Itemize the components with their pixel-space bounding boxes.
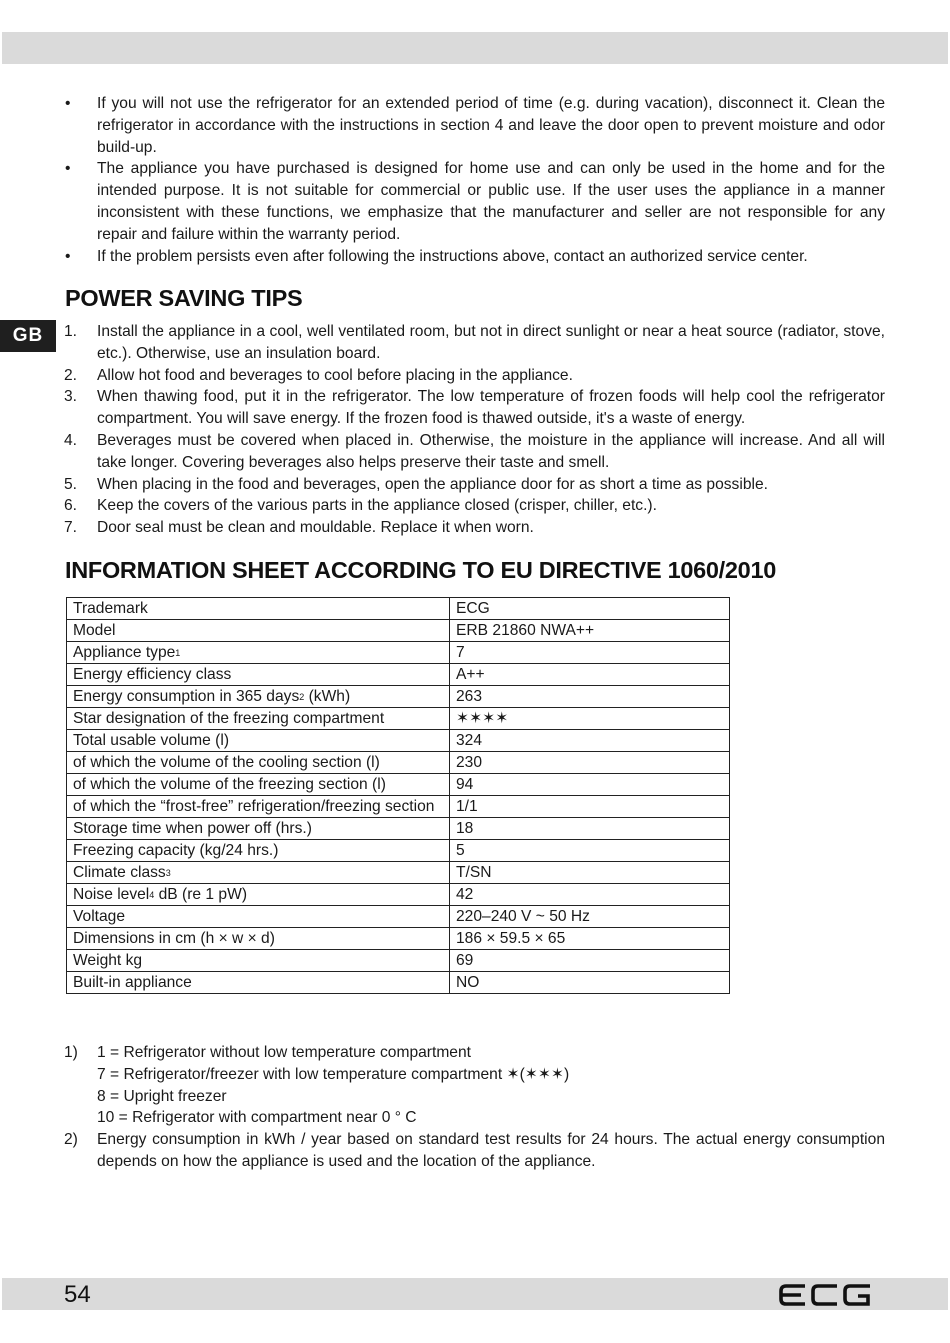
table-row <box>67 928 730 950</box>
spec-label-unit: dB (re 1 pW) <box>154 886 248 903</box>
spec-label: Energy efficiency class <box>73 666 232 683</box>
table-row <box>67 796 730 818</box>
spec-label: Dimensions in cm (h × w × d) <box>73 930 275 947</box>
language-tab-gb: GB <box>0 320 56 352</box>
footnote-text: 10 = Refrigerator with compartment near 0 ° C <box>97 1109 417 1127</box>
footnote-ref: 4 <box>149 890 155 900</box>
spec-label-cell <box>67 950 450 972</box>
list-item <box>64 517 885 539</box>
footnote-ref: 1 <box>175 648 181 658</box>
spec-label: of which the “frost-free” refrigeration/freezing section <box>73 798 435 815</box>
spec-value: ERB 21860 NWA++ <box>450 620 730 642</box>
spec-value: 69 <box>450 950 730 972</box>
bullet-text: The appliance you have purchased is designed for home use and can only be used in the home and for the intended purpose. It is not suitable for commercial or public use. If the user uses the appliance in a manner inconsistent with these functions, we emphasize that the manufacturer and seller are not responsible for any repair and failure within the warranty period. <box>97 160 885 243</box>
spec-value: NO <box>450 972 730 994</box>
spec-label: Freezing capacity (kg/24 hrs.) <box>73 842 279 859</box>
spec-label-cell <box>67 862 450 884</box>
footnote-ref: 2 <box>299 692 305 702</box>
spec-label-cell <box>67 818 450 840</box>
spec-value: 18 <box>450 818 730 840</box>
spec-label-cell <box>67 884 450 906</box>
item-number: 1. <box>64 323 78 340</box>
spec-label-cell <box>67 796 450 818</box>
spec-value: 263 <box>450 686 730 708</box>
item-number: 4. <box>64 431 78 449</box>
footnote-marker: 1) <box>64 1044 78 1061</box>
footnote-list <box>64 1042 885 1173</box>
item-text: Door seal must be clean and mouldable. Replace it when worn. <box>97 519 534 537</box>
power-saving-list <box>64 321 885 539</box>
spec-value: 94 <box>450 774 730 796</box>
spec-value: 220–240 V ~ 50 Hz <box>450 906 730 928</box>
table-row <box>67 752 730 774</box>
bullet-text: If the problem persists even after following the instructions above, contact an authorized service center. <box>97 247 808 265</box>
item-text: Beverages must be covered when placed in. Otherwise, the moisture in the appliance will increase. And all will take longer. Covering beverages also helps preserve their taste and smell. <box>97 431 885 471</box>
info-sheet-body <box>67 598 730 994</box>
list-item <box>64 246 885 268</box>
spec-label-cell <box>67 774 450 796</box>
item-text: When placing in the food and beverages, open the appliance door for as short a time as possible. <box>97 475 768 493</box>
spec-value: 7 <box>450 642 730 664</box>
table-row <box>67 818 730 840</box>
spec-label-cell <box>67 664 450 686</box>
footnote-2 <box>64 1129 885 1173</box>
list-item <box>64 474 885 496</box>
footnote-ref: 3 <box>165 868 171 878</box>
spec-value: 5 <box>450 840 730 862</box>
spec-label-cell <box>67 598 450 620</box>
list-item <box>64 430 885 474</box>
spec-label: of which the volume of the freezing section (l) <box>73 776 386 793</box>
spec-label: of which the volume of the cooling section (l) <box>73 754 380 771</box>
spec-label: Star designation of the freezing compartment <box>73 710 385 727</box>
item-number: 3. <box>64 388 78 406</box>
spec-value: ✶✶✶✶ <box>450 708 730 730</box>
footnote-1-line <box>64 1064 885 1086</box>
table-row <box>67 642 730 664</box>
item-text: When thawing food, put it in the refrigerator. The low temperature of frozen foods will help cool the refrigerator compartment. You will save energy. If the frozen food is thawed outside, it's a waste of energy. <box>97 388 885 428</box>
footnote-text: 1 = Refrigerator without low temperature compartment <box>97 1044 471 1061</box>
info-sheet-table <box>66 597 730 994</box>
spec-label-cell <box>67 620 450 642</box>
list-item <box>64 495 885 517</box>
spec-label: Trademark <box>73 600 148 617</box>
spec-label: Climate class <box>73 864 166 881</box>
list-item <box>64 93 885 158</box>
spec-label-cell <box>67 686 450 708</box>
list-item <box>64 158 885 245</box>
footnote-1-line <box>64 1107 885 1129</box>
footnote-text: 7 = Refrigerator/freezer with low temperature compartment ✶(✶✶✶) <box>97 1065 570 1083</box>
table-row <box>67 950 730 972</box>
spec-label: Model <box>73 622 116 639</box>
spec-label-unit: (kWh) <box>304 688 351 705</box>
bullet-marker: • <box>65 160 71 178</box>
spec-label-cell <box>67 752 450 774</box>
item-number: 7. <box>64 519 78 537</box>
table-row <box>67 708 730 730</box>
item-number: 6. <box>64 497 78 515</box>
ecg-logo <box>778 1282 874 1308</box>
spec-value: 230 <box>450 752 730 774</box>
bullet-text: If you will not use the refrigerator for an extended period of time (e.g. during vacation), disconnect it. Clean the refrigerator in accordance with the instructions in section 4 and leave the door open to prevent moisture and odor build-up. <box>97 95 885 156</box>
bullet-marker: • <box>65 247 71 265</box>
bullet-marker: • <box>65 95 71 112</box>
spec-value: 1/1 <box>450 796 730 818</box>
spec-label: Noise level <box>73 886 150 903</box>
item-text: Keep the covers of the various parts in the appliance closed (crisper, chiller, etc.). <box>97 497 657 515</box>
spec-value: ECG <box>450 598 730 620</box>
item-text: Install the appliance in a cool, well ventilated room, but not in direct sunlight or near a heat source (radiator, stove, etc.). Otherwise, use an insulation board. <box>97 323 885 362</box>
table-row <box>67 884 730 906</box>
spec-label: Built-in appliance <box>73 974 192 991</box>
spec-value: T/SN <box>450 862 730 884</box>
spec-label: Appliance type <box>73 644 176 661</box>
footnote-1 <box>64 1042 885 1064</box>
footnote-text: 8 = Upright freezer <box>97 1087 227 1105</box>
table-row <box>67 774 730 796</box>
spec-label: Energy consumption in 365 days <box>73 688 300 705</box>
spec-label-cell <box>67 708 450 730</box>
table-row <box>67 686 730 708</box>
spec-label-cell <box>67 840 450 862</box>
footnote-1-line <box>64 1086 885 1108</box>
list-item <box>64 321 885 365</box>
item-number: 2. <box>64 366 78 384</box>
spec-label-cell <box>67 730 450 752</box>
spec-label: Storage time when power off (hrs.) <box>73 820 312 837</box>
power-saving-heading: POWER SAVING TIPS <box>65 285 303 311</box>
table-row <box>67 598 730 620</box>
header-bar <box>2 32 948 64</box>
table-row <box>67 840 730 862</box>
page-number: 54 <box>64 1281 91 1308</box>
table-row <box>67 620 730 642</box>
spec-label-cell <box>67 906 450 928</box>
spec-value: A++ <box>450 664 730 686</box>
spec-label-cell <box>67 642 450 664</box>
table-row <box>67 906 730 928</box>
spec-value: 324 <box>450 730 730 752</box>
table-row <box>67 664 730 686</box>
table-row <box>67 730 730 752</box>
info-sheet-heading: INFORMATION SHEET ACCORDING TO EU DIRECTIVE 1060/2010 <box>65 557 776 583</box>
spec-label-cell <box>67 972 450 994</box>
table-row <box>67 972 730 994</box>
footnote-marker: 2) <box>64 1131 78 1149</box>
spec-label: Weight kg <box>73 952 143 969</box>
list-item <box>64 386 885 430</box>
spec-label: Total usable volume (l) <box>73 732 230 749</box>
spec-label-cell <box>67 928 450 950</box>
intro-bullet-list <box>64 93 885 267</box>
spec-value: 42 <box>450 884 730 906</box>
list-item <box>64 365 885 387</box>
item-number: 5. <box>64 475 78 493</box>
table-row <box>67 862 730 884</box>
spec-label: Voltage <box>73 908 126 925</box>
item-text: Allow hot food and beverages to cool before placing in the appliance. <box>97 366 573 384</box>
spec-value: 186 × 59.5 × 65 <box>450 928 730 950</box>
footnote-text: Energy consumption in kWh / year based on standard test results for 24 hours. The actual energy consumption depends on how the appliance is used and the location of the appliance. <box>97 1131 885 1170</box>
